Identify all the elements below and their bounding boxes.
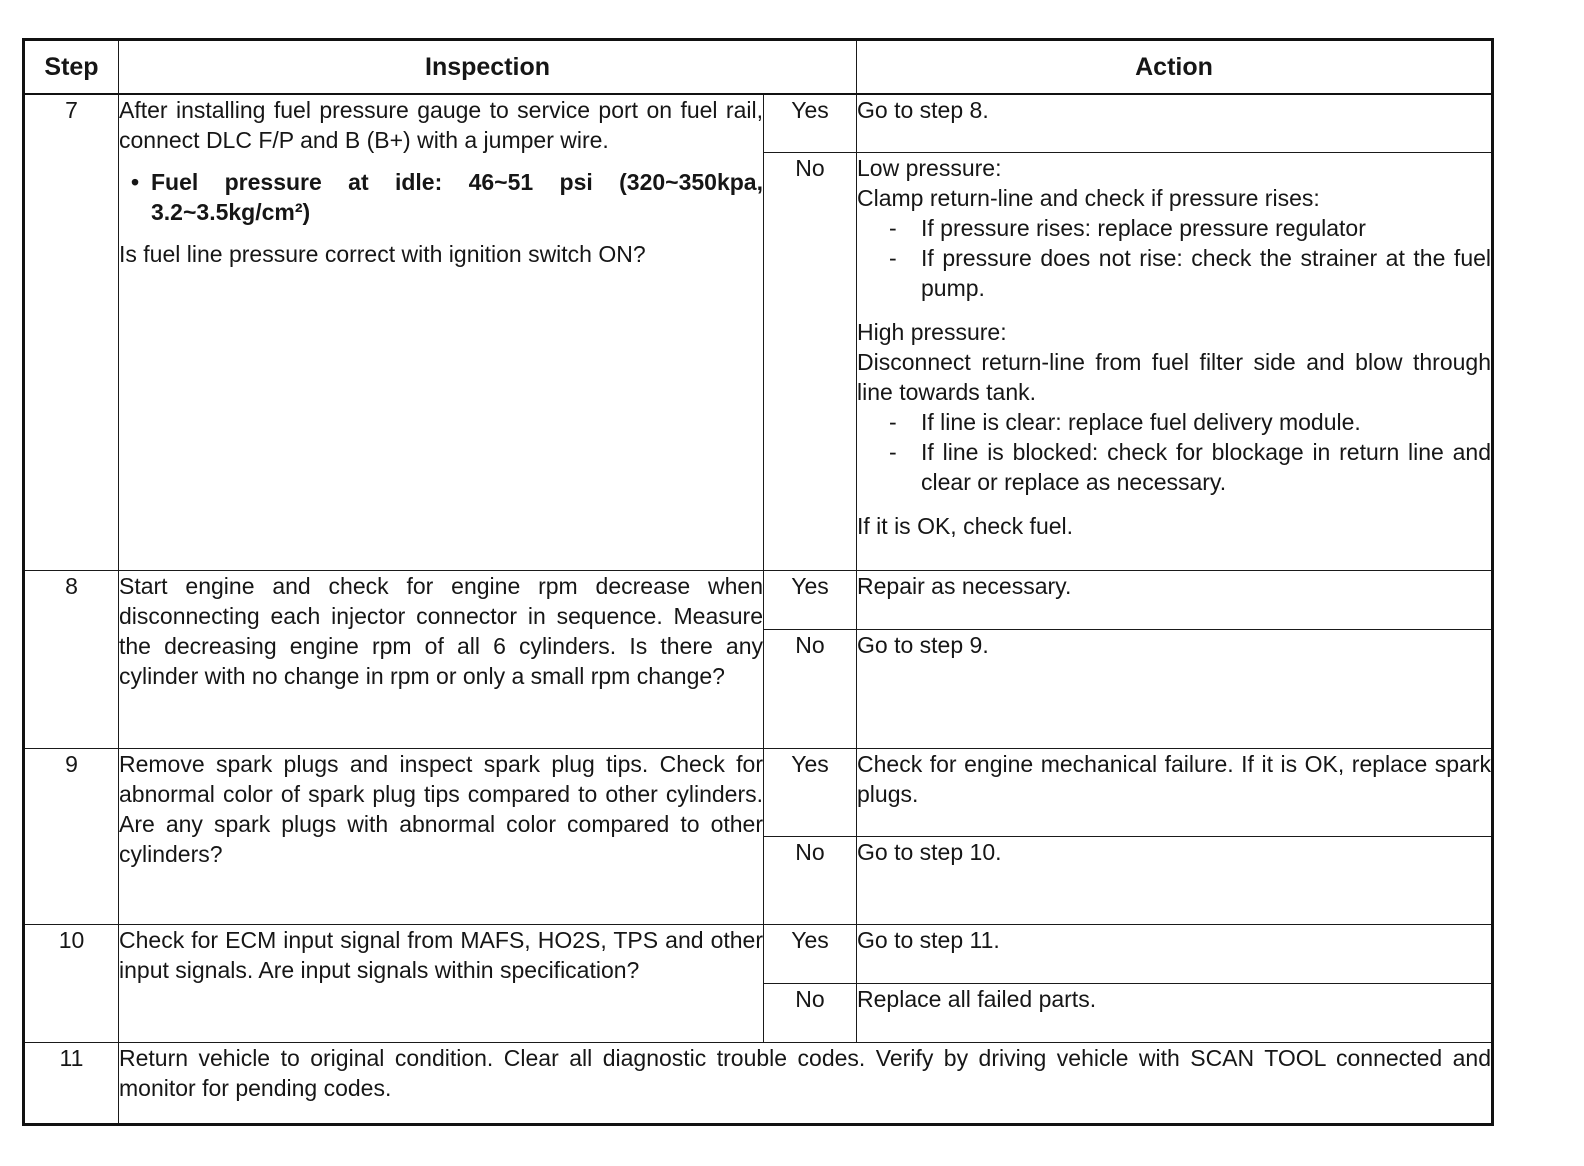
header-step: Step bbox=[24, 40, 119, 95]
step-number: 11 bbox=[24, 1042, 119, 1124]
inspection-text: Remove spark plugs and inspect spark plug tips. Check for abnormal color of spark plug tips compared to other cylinders. Are any spark plugs with abnormal color compared to other cylinders? bbox=[119, 748, 764, 924]
list-item bbox=[857, 243, 1491, 303]
yes-label: Yes bbox=[764, 924, 857, 983]
no-action bbox=[857, 152, 1493, 570]
header-action: Action bbox=[857, 40, 1493, 95]
dash-icon: - bbox=[889, 408, 897, 435]
yes-label: Yes bbox=[764, 748, 857, 836]
inspection-text: After installing fuel pressure gauge to service port on fuel rail, connect DLC F/P and B (B+) with a jumper wire. bbox=[119, 97, 763, 153]
yes-label: Yes bbox=[764, 570, 857, 629]
inspection-question: Is fuel line pressure correct with ignition switch ON? bbox=[119, 241, 646, 267]
table-row bbox=[24, 924, 1493, 983]
no-action: Replace all failed parts. bbox=[857, 983, 1493, 1042]
yes-action: Go to step 8. bbox=[857, 94, 1493, 152]
header-inspection: Inspection bbox=[119, 40, 857, 95]
no-action: Go to step 9. bbox=[857, 629, 1493, 748]
final-step-text: Return vehicle to original condition. Clear all diagnostic trouble codes. Verify by driving vehicle with SCAN TOOL connected and monitor for pending codes. bbox=[119, 1042, 1493, 1124]
dash-icon: - bbox=[889, 244, 897, 271]
high-pressure-title: High pressure: bbox=[857, 318, 1007, 345]
spec-bullet bbox=[119, 167, 763, 227]
low-pressure-line: Clamp return-line and check if pressure rises: bbox=[857, 184, 1320, 211]
table-row bbox=[24, 1042, 1493, 1124]
inspection-text: Check for ECM input signal from MAFS, HO2S, TPS and other input signals. Are input signals within specification? bbox=[119, 924, 764, 1042]
list-item-text: If line is blocked: check for blockage in return line and clear or replace as necessary. bbox=[921, 438, 1492, 495]
list-item bbox=[857, 437, 1491, 497]
yes-action: Repair as necessary. bbox=[857, 570, 1493, 629]
yes-action: Check for engine mechanical failure. If it is OK, replace spark plugs. bbox=[857, 748, 1493, 836]
no-label: No bbox=[764, 836, 857, 924]
list-item-text: If line is clear: replace fuel delivery module. bbox=[921, 408, 1361, 435]
step-number: 8 bbox=[24, 570, 119, 748]
dash-icon: - bbox=[889, 438, 897, 465]
step-number: 10 bbox=[24, 924, 119, 1042]
yes-label: Yes bbox=[764, 94, 857, 152]
no-label: No bbox=[764, 983, 857, 1042]
low-pressure-title: Low pressure: bbox=[857, 154, 1002, 181]
yes-action: Go to step 11. bbox=[857, 924, 1493, 983]
table-row bbox=[24, 570, 1493, 629]
table-row bbox=[24, 94, 1493, 152]
header-row bbox=[24, 40, 1493, 95]
dash-icon: - bbox=[889, 214, 897, 241]
list-item-text: If pressure rises: replace pressure regulator bbox=[921, 214, 1366, 241]
bullet-icon: • bbox=[131, 169, 140, 195]
list-item-text: If pressure does not rise: check the strainer at the fuel pump. bbox=[921, 244, 1492, 301]
spec-text: Fuel pressure at idle: 46~51 psi (320~350kpa, 3.2~3.5kg/cm²) bbox=[151, 169, 763, 225]
high-pressure-line: Disconnect return-line from fuel filter side and blow through line towards tank. bbox=[857, 348, 1492, 405]
table-row bbox=[24, 748, 1493, 836]
no-action: Go to step 10. bbox=[857, 836, 1493, 924]
no-label: No bbox=[764, 629, 857, 748]
step-number: 7 bbox=[24, 94, 119, 570]
inspection-text: Start engine and check for engine rpm decrease when disconnecting each injector connector in sequence. Measure the decreasing engine rpm of all 6 cylinders. Is there any cylinder with no change in rpm or only a small rpm change? bbox=[119, 570, 764, 748]
footer-note: If it is OK, check fuel. bbox=[857, 512, 1074, 539]
step-number: 9 bbox=[24, 748, 119, 924]
list-item bbox=[857, 213, 1491, 243]
list-item bbox=[857, 407, 1491, 437]
diagnostic-table bbox=[22, 38, 1494, 1126]
no-label: No bbox=[764, 152, 857, 570]
inspection-cell bbox=[119, 94, 764, 570]
